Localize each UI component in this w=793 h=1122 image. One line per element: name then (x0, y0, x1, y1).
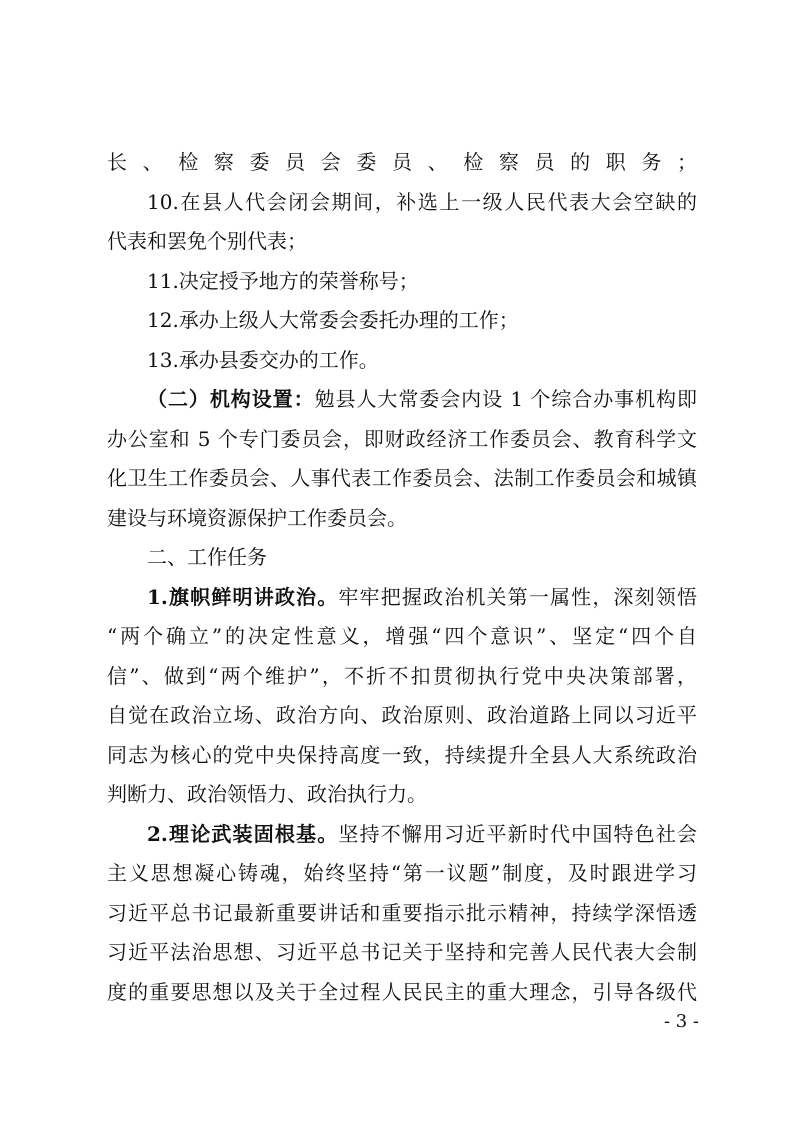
task-1-heading: 1.旗帜鲜明讲政治。 (147, 584, 339, 609)
section-heading-work-tasks: 二、工作任务 (147, 545, 267, 569)
text-line-item-11: 11.决定授予地方的荣誉称号； (147, 268, 419, 293)
text-line-task-1: 自觉在政治立场、政治方向、政治原则、政治道路上同以习近平 (107, 703, 697, 727)
text-line-institution: 建设与环境资源保护工作委员会。 (107, 505, 407, 530)
text-line-task-1: 信”、做到“两个维护”，不折不扣贯彻执行党中央决策部署， (107, 663, 697, 688)
task-1-first-line-text: 牢牢把握政治机关第一属性，深刻领悟 (338, 584, 697, 609)
page-number: - 3 - (663, 1011, 699, 1032)
text-line-task-1: 判断力、政治领悟力、政治执行力。 (107, 782, 427, 806)
text-line-item-13: 13.承办县委交办的工作。 (147, 347, 379, 372)
task-2-first-line-text: 坚持不懈用习近平新时代中国特色社会 (338, 821, 697, 846)
text-line-task-1: 同志为核心的党中央保持高度一致，持续提升全县人大系统政治 (107, 742, 697, 767)
text-line-item-12: 12.承办上级人大常委会委托办理的工作； (147, 308, 519, 332)
paragraph-task-1-first-line (107, 578, 697, 618)
text-line-item-10-continued: 代表和罢免个别代表； (107, 229, 307, 253)
paragraph-task-2-first-line (107, 815, 697, 855)
text-line-task-2: 习近平法治思想、习近平总书记关于坚持和完善人民代表大会制 (107, 940, 697, 964)
text-line-continued-duty: 长、检察委员会委员、检察员的职务； (107, 150, 697, 174)
text-line-institution: 办公室和 5 个专门委员会，即财政经济工作委员会、教育科学文 (107, 426, 697, 451)
body-text (107, 143, 697, 1012)
text-line-institution: 化卫生工作委员会、人事代表工作委员会、法制工作委员会和城镇 (107, 466, 697, 490)
institution-heading: （二）机构设置： (147, 387, 315, 411)
text-line-task-2: 习近平总书记最新重要讲话和重要指示批示精神，持续学深悟透 (107, 900, 697, 925)
text-line-item-10: 10.在县人代会闭会期间，补选上一级人民代表大会空缺的 (147, 189, 697, 214)
paragraph-institution-first-line (107, 380, 697, 420)
text-line-task-2: 主义思想凝心铸魂，始终坚持“第一议题”制度，及时跟进学习 (107, 861, 697, 885)
text-line-task-1: “两个确立”的决定性意义，增强“四个意识”、坚定“四个自 (107, 624, 697, 648)
text-line-task-2: 度的重要思想以及关于全过程人民民主的重大理念，引导各级代 (107, 979, 697, 1004)
task-2-heading: 2.理论武装固根基。 (147, 821, 339, 846)
institution-first-line-text: 勉县人大常委会内设 1 个综合办事机构即 (314, 387, 697, 411)
